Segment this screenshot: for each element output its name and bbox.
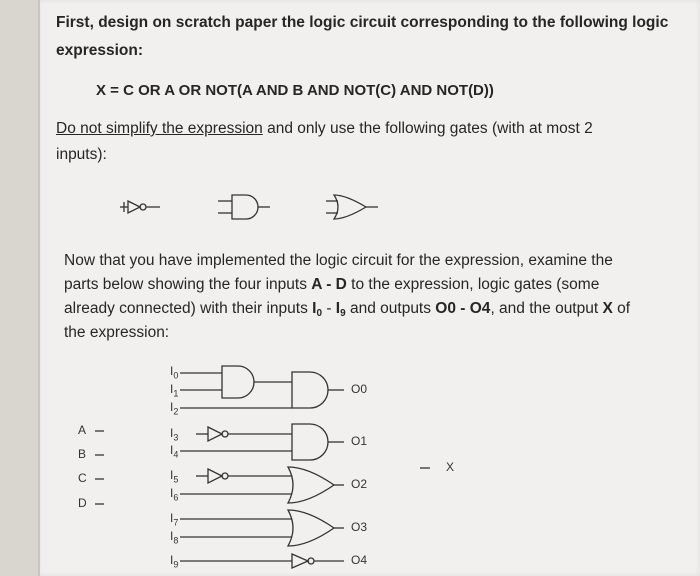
input-symbol: I xyxy=(170,529,174,543)
input-label-c: C xyxy=(78,471,87,485)
input-subscript: 6 xyxy=(173,492,179,503)
input-subscript: 7 xyxy=(173,517,179,528)
gate-input-i2 xyxy=(170,400,178,416)
or-gate-2 xyxy=(180,510,344,546)
gate-input-i8 xyxy=(170,529,178,545)
input-symbol: I xyxy=(312,300,317,317)
gate-input-i6 xyxy=(170,486,178,502)
and-gate-1 xyxy=(180,366,254,398)
input-symbol: I xyxy=(170,553,174,567)
instruction-line-2: inputs): xyxy=(56,146,107,163)
outputs-range: O0 - O4 xyxy=(435,300,491,317)
input-subscript: 0 xyxy=(173,370,179,381)
inputs-range: A - D xyxy=(311,276,347,293)
input-symbol: I xyxy=(335,300,341,317)
input-label-d: D xyxy=(78,496,87,510)
input-symbol: I xyxy=(170,400,174,414)
paragraph-text: already connected) with their inputs xyxy=(64,300,313,317)
gate-input-i0 xyxy=(170,364,178,380)
gate-input-i5 xyxy=(170,468,178,484)
input-subscript: 5 xyxy=(173,474,179,485)
output-o2: O2 xyxy=(351,477,368,491)
or-gate-1 xyxy=(180,467,344,503)
gate-input-i4 xyxy=(170,443,178,459)
input-subscript: 4 xyxy=(173,449,179,460)
gate-input-i3 xyxy=(170,426,178,442)
input-subscript: 8 xyxy=(173,535,179,546)
instruction-rest: and only use the following gates (with at most 2 xyxy=(262,120,593,137)
input-subscript: 9 xyxy=(340,308,346,319)
output-o1: O1 xyxy=(351,434,368,448)
not-gate-icon xyxy=(120,201,160,213)
output-o0: O0 xyxy=(351,382,368,396)
output-o4: O4 xyxy=(351,553,368,567)
paragraph-text: to the expression, logic gates (some xyxy=(346,276,600,293)
paragraph-text: of xyxy=(612,300,631,317)
paragraph-text: parts below showing the four inputs xyxy=(64,276,312,293)
output-x-label: X xyxy=(602,300,613,317)
logic-expression: X = C OR A OR NOT(A AND B AND NOT(C) AND NOT(D)) xyxy=(96,82,494,99)
input-subscript: 2 xyxy=(173,406,179,417)
paragraph-text: , and the output xyxy=(490,300,603,317)
input-symbol: I xyxy=(170,426,174,440)
paragraph-text: and outputs xyxy=(345,300,436,317)
instruction-underlined: Do not simplify the expression xyxy=(56,120,263,137)
input-label-b: B xyxy=(78,447,87,461)
gate-input-i7 xyxy=(170,511,178,527)
input-label-a: A xyxy=(78,423,87,437)
input-subscript: 0 xyxy=(316,308,323,319)
input-subscript: 1 xyxy=(173,388,179,399)
intro-line-2: expression: xyxy=(56,42,144,59)
input-symbol: I xyxy=(170,364,174,378)
and-gate-icon xyxy=(218,195,270,219)
intro-line-1: First, design on scratch paper the logic circuit corresponding to the following logic xyxy=(56,14,669,31)
gate-input-i9 xyxy=(170,553,178,569)
input-symbol: I xyxy=(170,511,174,525)
input-symbol: I xyxy=(170,382,174,396)
not-gate-1 xyxy=(196,427,292,441)
paragraph-text: - xyxy=(322,300,336,317)
input-subscript: 3 xyxy=(173,432,179,443)
gate-input-i1 xyxy=(170,382,178,398)
output-o3: O3 xyxy=(351,520,368,534)
paragraph-line-4: the expression: xyxy=(64,324,170,341)
input-symbol: I xyxy=(170,468,174,482)
not-gate-2 xyxy=(196,469,292,483)
paragraph-line-1: Now that you have implemented the logic circuit for the expression, examine the xyxy=(64,252,613,269)
input-symbol: I xyxy=(170,486,174,500)
input-symbol: I xyxy=(170,443,174,457)
final-output-x: X xyxy=(446,460,455,474)
or-gate-icon xyxy=(326,195,378,219)
and-gate-3 xyxy=(180,424,344,460)
not-gate-3 xyxy=(180,554,344,568)
input-subscript: 9 xyxy=(173,559,179,570)
